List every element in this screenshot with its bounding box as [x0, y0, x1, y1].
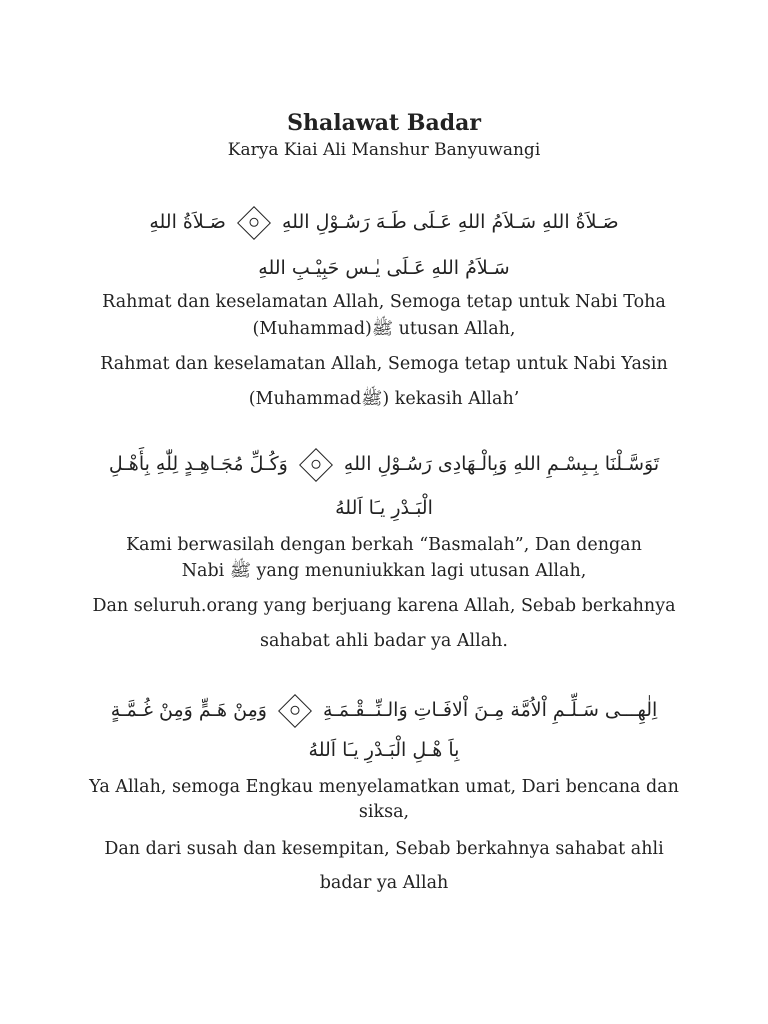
stanza-1-translation-line-1: Rahmat dan keselamatan Allah, Semoga tetap untuk Nabi Toha — [102, 292, 666, 312]
stanza-2-translation-line-1: Kami berwasilah dengan berkah “Basmalah”, Dan dengan — [126, 535, 642, 555]
arabic-text: وَمِنْ هَـمٍّ وَمِنْ غُـمَّـةٍ — [110, 699, 267, 721]
stanza-1-arabic-line-2: سَـلاَمُ اللهِ عَـلَى يٰـس حَبِيْـبِ اللهِ — [258, 257, 510, 279]
verse-separator-icon — [237, 206, 271, 240]
stanza-3-arabic-line-2: بِاَ هْـلِ الْبَـدْرِ يـَا اَللهُ — [308, 739, 460, 761]
stanza-1-translation-line-4: (Muhammadﷺ) kekasih Allah’ — [248, 389, 520, 409]
arabic-text: تَوَسَّـلْنَا بِـبِسْـمِ اللهِ وَبِالْـهَادِى رَسُـوْلِ اللهِ — [343, 453, 660, 475]
stanza-2-arabic-line-2: الْبَـدْرِ يـَا اَللهُ — [335, 497, 433, 519]
stanza-2-translation-line-3: Dan seluruh.orang yang berjuang karena Allah, Sebab berkahnya — [92, 596, 676, 616]
stanza-2-arabic-line-1 — [56, 442, 712, 486]
arabic-text: وَكُـلِّ مُجَـاهِـدٍ لِلّٰهِ بِأَهْـلِ — [108, 453, 288, 475]
page-title: Shalawat Badar — [287, 110, 481, 136]
stanza-3-translation-line-2: siksa, — [358, 802, 410, 822]
stanza-1-translation-line-3: Rahmat dan keselamatan Allah, Semoga tetap untuk Nabi Yasin — [100, 354, 668, 374]
verse-separator-icon — [299, 448, 333, 482]
stanza-3-arabic-line-1 — [56, 688, 712, 732]
stanza-2-translation-line-4: sahabat ahli badar ya Allah. — [260, 631, 508, 651]
stanza-3-translation-line-4: badar ya Allah — [319, 873, 449, 893]
arabic-text: صَـلاَةُ اللهِ — [149, 211, 226, 233]
arabic-text: اِلٰهِـــى سَـلِّـمِ اْلاُمَّة مِـنَ اْلافَـاتِ وَالـنِّــقْـمَـةِ — [323, 699, 658, 721]
stanza-1-arabic-line-1 — [56, 200, 712, 244]
stanza-2-translation-line-2: Nabi ﷺ yang menuniukkan lagi utusan Allah, — [181, 561, 587, 581]
arabic-text: صَـلاَةُ اللهِ سَـلاَمُ اللهِ عَـلَى طَـهَ رَسُـوْلِ اللهِ — [281, 211, 619, 233]
verse-separator-icon — [278, 694, 312, 728]
stanza-3-translation-line-1: Ya Allah, semoga Engkau menyelamatkan umat, Dari bencana dan — [89, 777, 679, 797]
page-subtitle: Karya Kiai Ali Manshur Banyuwangi — [227, 140, 541, 160]
stanza-1-translation-line-2: (Muhammad)ﷺ utusan Allah, — [252, 319, 516, 339]
stanza-3-translation-line-3: Dan dari susah dan kesempitan, Sebab berkahnya sahabat ahli — [104, 839, 664, 859]
